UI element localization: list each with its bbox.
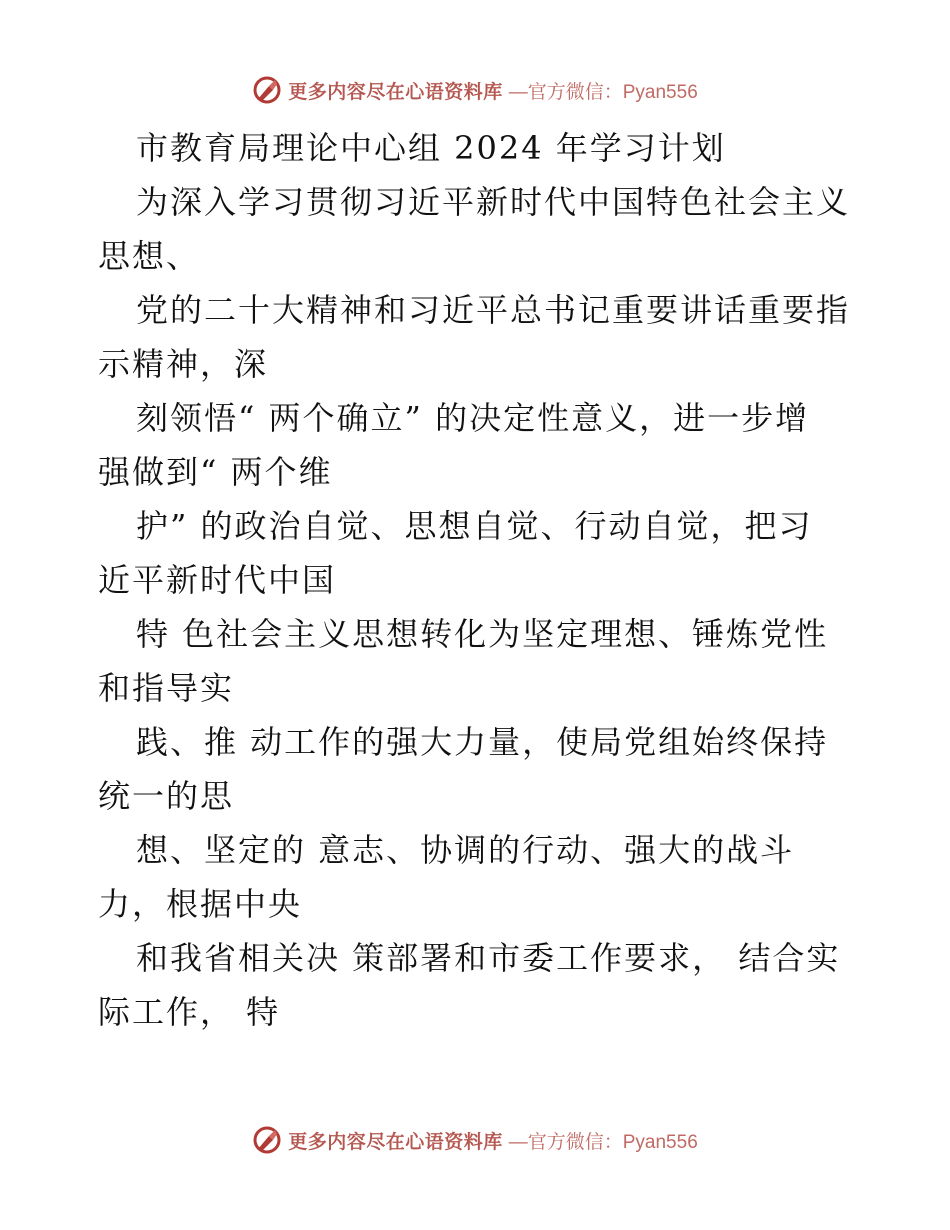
- body-line: 践、推 动工作的强大力量，使局党组始终保持: [136, 723, 829, 761]
- body-line: 特 色社会主义思想转化为坚定理想、锤炼党性: [136, 615, 829, 653]
- body-line: 示精神，深: [98, 345, 269, 383]
- body-line: 际工作， 特: [98, 993, 281, 1031]
- pen-nib-logo-icon: [252, 1125, 282, 1155]
- header-contact-text: —官方微信：Pyan556: [508, 81, 698, 103]
- document-body: [98, 121, 858, 1039]
- body-line: 力，根据中央: [98, 885, 303, 923]
- footer-contact-text: —官方微信：Pyan556: [508, 1131, 698, 1153]
- body-line: 和我省相关决 策部署和市委工作要求， 结合实: [136, 939, 841, 977]
- header-promo-text: 更多内容尽在心语资料库: [288, 80, 503, 103]
- footer-banner: [0, 1120, 950, 1160]
- header-banner: [0, 70, 950, 110]
- body-line: 强做到“ 两个维: [98, 453, 333, 491]
- body-line: 思想、: [98, 237, 201, 275]
- footer-promo-text: 更多内容尽在心语资料库: [288, 1130, 503, 1153]
- body-line: 近平新时代中国: [98, 561, 337, 599]
- body-line: 为深入学习贯彻习近平新时代中国特色社会主义: [136, 183, 851, 221]
- body-line: 和指导实: [98, 669, 235, 707]
- document-title: 市教育局理论中心组 2024 年学习计划: [136, 129, 726, 167]
- body-line: 党的二十大精神和习近平总书记重要讲话重要指: [136, 291, 851, 329]
- body-line: 想、坚定的 意志、协调的行动、强大的战斗: [136, 831, 795, 869]
- pen-nib-logo-icon: [252, 75, 282, 105]
- body-line: 护” 的政治自觉、思想自觉、行动自觉，把习: [136, 507, 813, 545]
- body-line: 刻领悟“ 两个确立” 的决定性意义，进一步增: [136, 399, 810, 437]
- body-line: 统一的思: [98, 777, 235, 815]
